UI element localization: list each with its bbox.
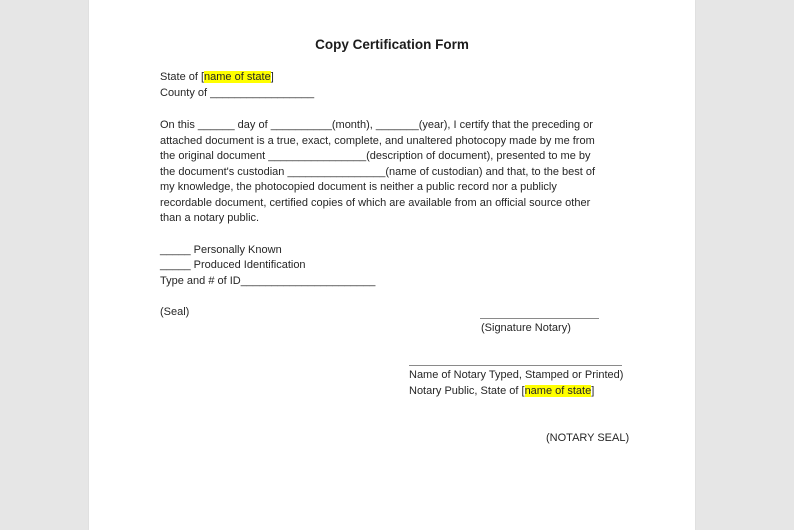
- county-line: County of _________________: [160, 87, 315, 99]
- notary-state-placeholder-highlight[interactable]: name of state: [524, 385, 592, 397]
- notary-name-line: [409, 365, 622, 366]
- paragraph-line: the original document ________________(description of document), presented to me by: [160, 150, 591, 162]
- state-line: [160, 70, 274, 86]
- type-of-id-line: Type and # of ID______________________: [160, 275, 376, 287]
- notary-name-label: Name of Notary Typed, Stamped or Printed): [409, 369, 624, 381]
- paragraph-line: recordable document, certified copies of which are available from an official source other: [160, 196, 591, 209]
- state-suffix: ]: [270, 71, 274, 83]
- paragraph-line: On this ______ day of __________(month), _______(year), I certify that the preceding or: [160, 119, 593, 131]
- state-placeholder-highlight[interactable]: name of state: [204, 71, 271, 83]
- notary-state-suffix: ]: [591, 385, 595, 397]
- document-page: [89, 0, 695, 530]
- notary-state-prefix: Notary Public, State of [: [409, 385, 525, 397]
- seal-label: (Seal): [160, 306, 190, 318]
- state-prefix: State of [: [160, 71, 205, 83]
- personally-known-option: _____ Personally Known: [160, 244, 282, 256]
- document-title: Copy Certification Form: [315, 37, 469, 52]
- paragraph-line: my knowledge, the photocopied document is neither a public record nor a publicly: [160, 181, 557, 193]
- notary-signature-line: [480, 318, 599, 319]
- produced-identification-option: _____ Produced Identification: [160, 259, 306, 271]
- notary-seal-label: (NOTARY SEAL): [546, 432, 630, 444]
- notary-state-line: [409, 384, 594, 400]
- paragraph-line: than a notary public.: [160, 212, 260, 224]
- signature-notary-label: (Signature Notary): [481, 322, 571, 334]
- paragraph-line: attached document is a true, exact, complete, and unaltered photocopy made by me from: [160, 134, 595, 147]
- certification-paragraph: [160, 118, 595, 227]
- paragraph-line: the document's custodian ________________(name of custodian) and that, to the best of: [160, 165, 596, 178]
